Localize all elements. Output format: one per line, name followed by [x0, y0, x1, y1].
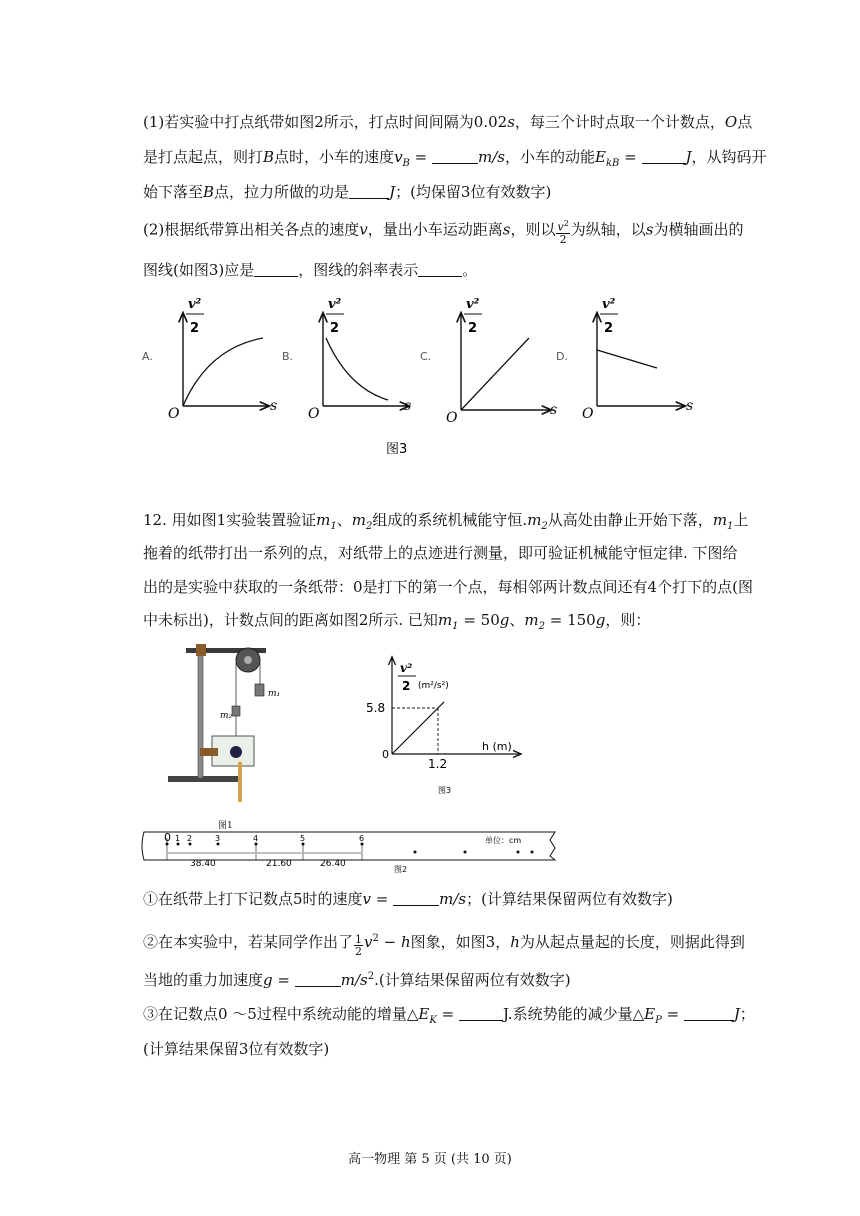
option-a-x-label: s [270, 398, 278, 414]
tape-label-3: 3 [215, 834, 221, 843]
paper-tape [238, 762, 242, 802]
option-a-y-den: 2 [190, 321, 200, 336]
mass-m1-block [255, 684, 264, 696]
q12-line3: 出的是实验中获取的一条纸带：0是打下的第一个点，每相邻两计数点间还有4个打下的点(图 [143, 578, 753, 596]
q11-part2-line2: 图线(如图3)应是 ，图线的斜率表示 。 [143, 261, 478, 279]
mass-m2-block [232, 706, 240, 716]
q12-figure1-apparatus [160, 640, 320, 830]
option-b-y-num: v² [328, 297, 342, 312]
option-c-label: C. [420, 350, 432, 363]
option-d-line [597, 350, 657, 368]
q11-part1-line3: 始下落至B点，拉力所做的功是 J；(均保留3位有效数字) [143, 183, 552, 201]
q12-sub3-line2: (计算结果保留3位有效数字) [143, 1040, 330, 1058]
apparatus-clamp [196, 644, 206, 656]
page-footer: 高一物理 第 5 页 (共 10 页) [348, 1152, 512, 1167]
option-a-curve [183, 338, 263, 406]
option-d-origin: O [582, 406, 594, 422]
tape-distance-4-5: 21.60 [266, 859, 292, 869]
option-a-graph [142, 297, 277, 422]
mass-m1-label: m₁ [268, 689, 281, 699]
option-b-curve [326, 338, 388, 400]
option-d-x-label: s [686, 398, 694, 414]
q12-sub2-line1: ②在本实验中，若某同学作出了 $\frac{1}{2}$ $v^2 - h$图象，如图3，h为从起点量起的长度，则据此得到 [143, 933, 745, 958]
option-b-y-den: 2 [330, 321, 340, 336]
apparatus-stand [198, 646, 203, 778]
fig3-y-unit: (m²/s²) [418, 681, 449, 691]
q12-sub1: ①在纸带上打下记数点5时的速度v = m/s；(计算结果保留两位有效数字) [143, 890, 673, 908]
option-d-y-num: v² [602, 297, 616, 312]
tape-distance-5-6: 26.40 [320, 859, 346, 869]
fig3-x-label: h (m) [482, 740, 512, 753]
option-c-y-den: 2 [468, 321, 478, 336]
fig3-data-line [392, 702, 444, 754]
q12-figure3-graph [360, 650, 530, 800]
q12-fig1-caption: 图1 [218, 821, 233, 831]
timer-coil [230, 746, 242, 758]
option-c-graph [420, 297, 557, 426]
tape-caption: 图2 [394, 865, 408, 874]
q12-sub2-line2: 当地的重力加速度$g = m/s^2$.(计算结果保留两位有效数字) [143, 971, 571, 989]
option-c-x-label: s [550, 402, 558, 418]
q11-fig3-caption: 图3 [386, 442, 408, 457]
option-c-line [461, 338, 529, 410]
q12-line1: 12. 用如图1实验装置验证$m_1$、$m_2$组成的系统机械能守恒$.m_2$从高处由静止开始下落，$m_1$上 [143, 511, 749, 532]
option-a-y-num: v² [188, 297, 202, 312]
tape-label-4: 4 [253, 834, 259, 843]
tape-distance-0-4: 38.40 [190, 859, 216, 869]
q12-line4: 中未标出)，计数点间的距离如图2所示. 已知$m_1 = 50g$、$m_2 = 150g$，则： [143, 611, 651, 632]
q12-sub3-line1: ③在记数点0 ～5过程中系统动能的增量$\triangle E_K = J$.系统势能的减少量$\triangle E_P = J$； [143, 1005, 755, 1026]
tape-label-5: 5 [300, 834, 306, 843]
option-b-origin: O [308, 406, 320, 422]
fig3-caption: 图3 [438, 786, 452, 795]
q12-line2: 拖着的纸带打出一系列的点，对纸带上的点迹进行测量，即可验证机械能守恒定律. 下图给 [143, 544, 738, 562]
option-b-x-label: s [404, 398, 412, 414]
tape-label-2: 2 [187, 834, 193, 843]
mass-m2-label: m₂ [220, 711, 233, 721]
q11-part1-line2: 是打点起点，则打B点时，小车的速度$v_B = m/s$，小车的动能$E_{kB} = J$，从钩码开 [143, 148, 767, 169]
tape-unit: 单位：cm [485, 836, 522, 845]
option-d-graph [556, 297, 693, 422]
option-d-y-den: 2 [604, 321, 614, 336]
fig3-origin: 0 [382, 748, 389, 761]
fig3-y-den: 2 [402, 679, 411, 693]
option-d-label: D. [556, 350, 568, 363]
option-c-y-num: v² [466, 297, 480, 312]
fig3-y-num: v² [400, 661, 413, 675]
option-b-graph [282, 297, 411, 422]
option-a-origin: O [168, 406, 180, 422]
tape-label-0: 0 [164, 831, 171, 844]
option-c-origin: O [446, 410, 458, 426]
q11-part1-line1: (1)若实验中打点纸带如图2所示，打点时间间隔为0.02s，每三个计时点取一个计数点，O点 [143, 113, 753, 131]
option-b-label: B. [282, 350, 294, 363]
q12-figure2-tape [140, 826, 560, 878]
q11-part2-line1: (2)根据纸带算出相关各点的速度v，量出小车运动距离s，则以 $\frac{v^2}{2}$ 为纵轴，以s为横轴画出的 [143, 219, 744, 246]
tape-label-6: 6 [359, 834, 365, 843]
fig3-x-value: 1.2 [428, 757, 448, 771]
fig3-y-value: 5.8 [366, 701, 386, 715]
q11-figure3 [138, 288, 698, 463]
tape-label-1: 1 [175, 834, 181, 843]
option-a-label: A. [142, 350, 153, 363]
